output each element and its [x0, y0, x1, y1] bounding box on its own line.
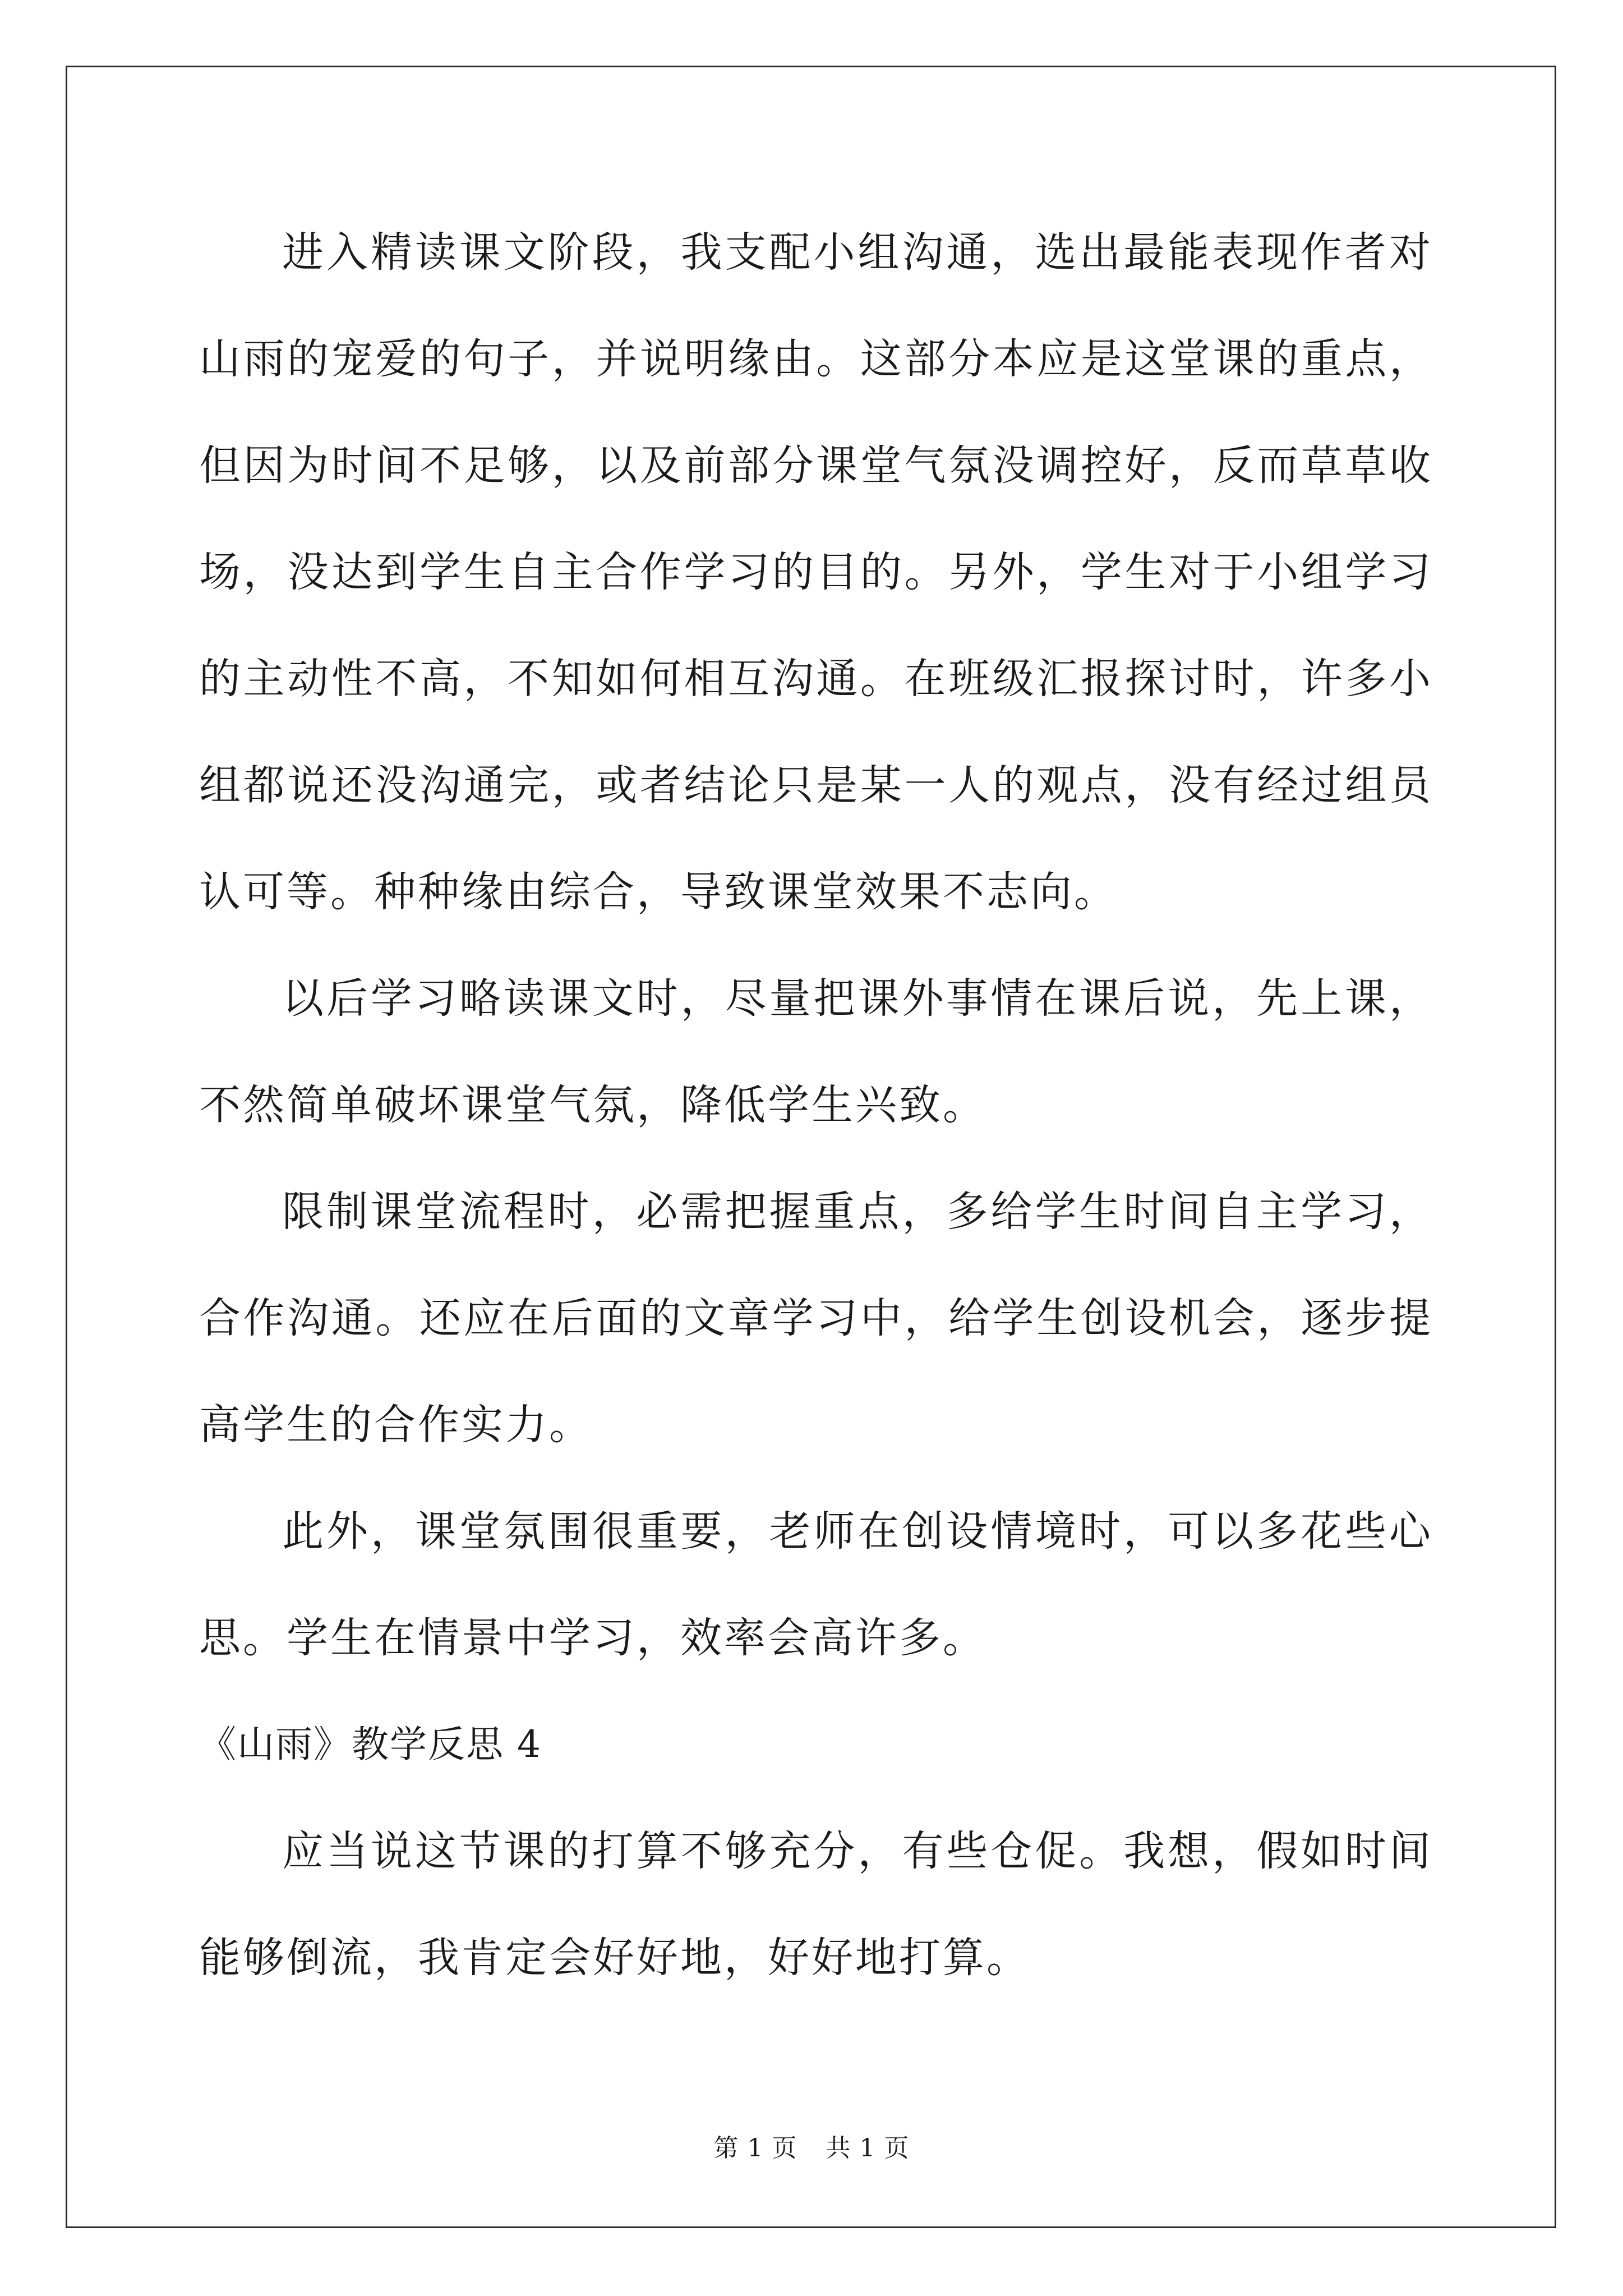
- document-body: [199, 199, 1433, 2011]
- paragraph: 限制课堂流程时，必需把握重点，多给学生时间自主学习，合作沟通。还应在后面的文章学习中，给学生创设机会，逐步提高学生的合作实力。: [199, 1188, 1433, 1449]
- page-number: 第 1 页: [713, 2134, 797, 2162]
- page-total: 共 1 页: [826, 2134, 910, 2162]
- paragraph: 以后学习略读课文时，尽量把课外事情在课后说，先上课，不然简单破坏课堂气氛，降低学生兴致。: [199, 974, 1433, 1129]
- paragraph: 进入精读课文阶段，我支配小组沟通，选出最能表现作者对山雨的宠爱的句子，并说明缘由。这部分本应是这堂课的重点，但因为时间不足够，以及前部分课堂气氛没调控好，反而草草收场，没达到学生自主合作学习的目的。另外，学生对于小组学习的主动性不高，不知如何相互沟通。在班级汇报探讨时，许多小组都说还没沟通完，或者结论只是某一人的观点，没有经过组员认可等。种种缘由综合，导致课堂效果不志向。: [199, 228, 1433, 916]
- page-footer: [0, 2132, 1623, 2165]
- paragraph: 应当说这节课的打算不够充分，有些仓促。我想，假如时间能够倒流，我肯定会好好地，好好地打算。: [199, 1827, 1433, 1982]
- paragraph: 此外，课堂氛围很重要，老师在创设情境时，可以多花些心思。学生在情景中学习，效率会高许多。: [199, 1507, 1433, 1662]
- section-heading: 《山雨》教学反思 4: [199, 1723, 542, 1766]
